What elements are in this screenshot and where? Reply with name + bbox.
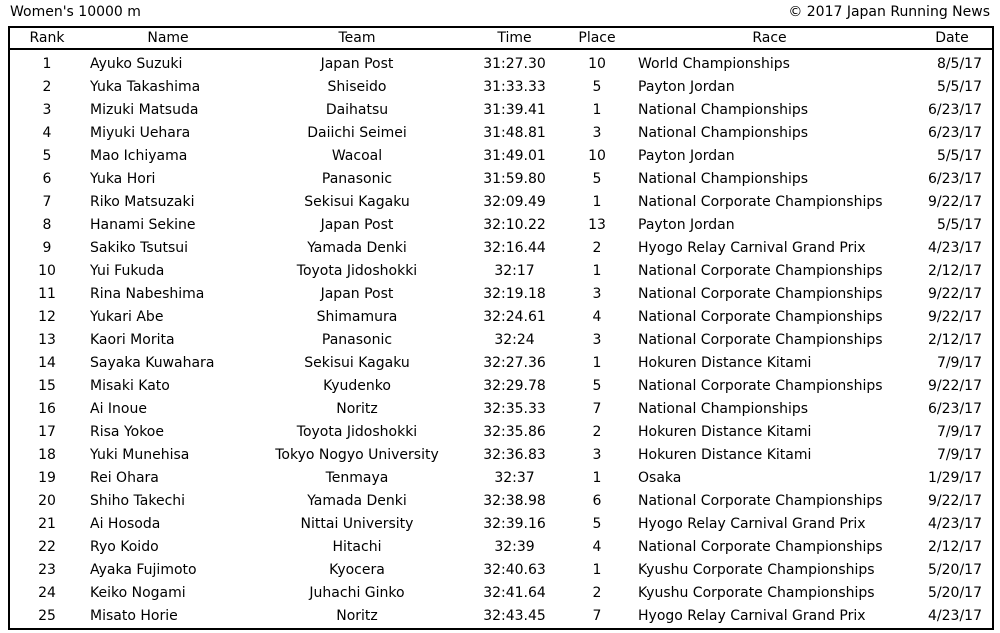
cell-name: Risa Yokoe xyxy=(90,423,164,440)
cell-time: 32:41.64 xyxy=(483,584,546,601)
cell-team: Sekisui Kagaku xyxy=(304,354,410,371)
cell-time: 31:48.81 xyxy=(483,124,546,141)
cell-team: Japan Post xyxy=(320,55,394,72)
cell-date: 5/5/17 xyxy=(936,147,982,164)
table-row xyxy=(10,98,992,121)
cell-team: Shimamura xyxy=(316,308,398,325)
cell-team: Sekisui Kagaku xyxy=(304,193,410,210)
table-row xyxy=(10,121,992,144)
cell-team: Yamada Denki xyxy=(307,239,407,256)
cell-race: Hokuren Distance Kitami xyxy=(638,423,812,440)
cell-race: National Corporate Championships xyxy=(638,492,883,509)
cell-time: 32:24 xyxy=(494,331,535,348)
cell-race: Kyushu Corporate Championships xyxy=(638,561,875,578)
cell-name: Riko Matsuzaki xyxy=(90,193,195,210)
cell-rank: 3 xyxy=(42,101,52,118)
cell-place: 3 xyxy=(592,124,602,141)
cell-time: 32:09.49 xyxy=(483,193,546,210)
cell-race: World Championships xyxy=(638,55,790,72)
cell-rank: 8 xyxy=(42,216,52,233)
cell-name: Yui Fukuda xyxy=(90,262,165,279)
cell-team: Wacoal xyxy=(331,147,383,164)
cell-time: 32:40.63 xyxy=(483,561,546,578)
header-date: Date xyxy=(912,28,992,49)
cell-team: Tenmaya xyxy=(325,469,389,486)
table-row xyxy=(10,144,992,167)
header-team: Team xyxy=(252,28,462,49)
cell-time: 32:10.22 xyxy=(483,216,546,233)
cell-race: National Corporate Championships xyxy=(638,193,883,210)
cell-name: Yukari Abe xyxy=(90,308,164,325)
table-row xyxy=(10,305,992,328)
cell-place: 1 xyxy=(592,561,602,578)
cell-date: 5/20/17 xyxy=(928,584,982,601)
cell-team: Tokyo Nogyo University xyxy=(275,446,439,463)
cell-race: Hokuren Distance Kitami xyxy=(638,354,812,371)
cell-time: 32:36.83 xyxy=(483,446,546,463)
cell-team: Panasonic xyxy=(321,170,393,187)
cell-rank: 17 xyxy=(38,423,56,440)
cell-time: 32:17 xyxy=(494,262,535,279)
cell-place: 4 xyxy=(592,538,602,555)
cell-name: Yuki Munehisa xyxy=(90,446,190,463)
cell-name: Kaori Morita xyxy=(90,331,175,348)
cell-time: 32:39.16 xyxy=(483,515,546,532)
cell-date: 4/23/17 xyxy=(928,607,982,624)
cell-rank: 21 xyxy=(38,515,56,532)
cell-name: Shiho Takechi xyxy=(90,492,186,509)
cell-rank: 19 xyxy=(38,469,56,486)
cell-rank: 2 xyxy=(42,78,52,95)
cell-team: Juhachi Ginko xyxy=(309,584,405,601)
cell-time: 32:24.61 xyxy=(483,308,546,325)
cell-name: Ayuko Suzuki xyxy=(90,55,183,72)
cell-date: 9/22/17 xyxy=(928,193,982,210)
cell-time: 32:29.78 xyxy=(483,377,546,394)
cell-place: 1 xyxy=(592,262,602,279)
table-row xyxy=(10,512,992,535)
cell-rank: 25 xyxy=(38,607,56,624)
table-row xyxy=(10,167,992,190)
cell-date: 6/23/17 xyxy=(928,170,982,187)
cell-name: Misato Horie xyxy=(90,607,178,624)
cell-time: 32:27.36 xyxy=(483,354,546,371)
cell-name: Keiko Nogami xyxy=(90,584,186,601)
cell-place: 10 xyxy=(588,147,606,164)
cell-rank: 22 xyxy=(38,538,56,555)
cell-rank: 13 xyxy=(38,331,56,348)
table-row xyxy=(10,466,992,489)
table-row xyxy=(10,213,992,236)
cell-race: Hokuren Distance Kitami xyxy=(638,446,812,463)
cell-name: Hanami Sekine xyxy=(90,216,196,233)
table-row xyxy=(10,443,992,466)
cell-time: 31:39.41 xyxy=(483,101,546,118)
cell-time: 32:39 xyxy=(494,538,535,555)
cell-team: Hitachi xyxy=(332,538,382,555)
cell-place: 1 xyxy=(592,193,602,210)
cell-race: Kyushu Corporate Championships xyxy=(638,584,875,601)
cell-rank: 7 xyxy=(42,193,52,210)
cell-date: 4/23/17 xyxy=(928,239,982,256)
cell-rank: 11 xyxy=(38,285,56,302)
cell-place: 4 xyxy=(592,308,602,325)
cell-date: 9/22/17 xyxy=(928,308,982,325)
cell-time: 31:33.33 xyxy=(483,78,546,95)
cell-place: 1 xyxy=(592,101,602,118)
cell-name: Ryo Koido xyxy=(90,538,159,555)
cell-place: 2 xyxy=(592,584,602,601)
cell-rank: 23 xyxy=(38,561,56,578)
table-row xyxy=(10,489,992,512)
cell-race: National Championships xyxy=(638,124,809,141)
cell-name: Yuka Takashima xyxy=(90,78,201,95)
table-row xyxy=(10,190,992,213)
cell-team: Shiseido xyxy=(327,78,387,95)
table-row xyxy=(10,581,992,604)
cell-date: 6/23/17 xyxy=(928,101,982,118)
cell-time: 32:16.44 xyxy=(483,239,546,256)
cell-date: 5/20/17 xyxy=(928,561,982,578)
cell-date: 2/12/17 xyxy=(928,538,982,555)
cell-time: 32:19.18 xyxy=(483,285,546,302)
cell-time: 31:49.01 xyxy=(483,147,546,164)
cell-date: 4/23/17 xyxy=(928,515,982,532)
cell-rank: 5 xyxy=(42,147,52,164)
cell-date: 6/23/17 xyxy=(928,400,982,417)
cell-place: 3 xyxy=(592,331,602,348)
cell-rank: 12 xyxy=(38,308,56,325)
cell-place: 13 xyxy=(588,216,606,233)
cell-place: 3 xyxy=(592,285,602,302)
cell-race: Hyogo Relay Carnival Grand Prix xyxy=(638,515,866,532)
cell-rank: 15 xyxy=(38,377,56,394)
cell-time: 31:59.80 xyxy=(483,170,546,187)
cell-race: Hyogo Relay Carnival Grand Prix xyxy=(638,607,866,624)
cell-rank: 24 xyxy=(38,584,56,601)
cell-team: Panasonic xyxy=(321,331,393,348)
table-row xyxy=(10,236,992,259)
cell-name: Rei Ohara xyxy=(90,469,159,486)
cell-race: National Corporate Championships xyxy=(638,331,883,348)
cell-rank: 4 xyxy=(42,124,52,141)
header-row xyxy=(10,28,992,49)
cell-name: Misaki Kato xyxy=(90,377,170,394)
cell-place: 10 xyxy=(588,55,606,72)
table-row xyxy=(10,328,992,351)
cell-place: 5 xyxy=(592,377,602,394)
cell-race: Hyogo Relay Carnival Grand Prix xyxy=(638,239,866,256)
cell-name: Mao Ichiyama xyxy=(90,147,188,164)
cell-place: 1 xyxy=(592,469,602,486)
table-row xyxy=(10,282,992,305)
cell-place: 7 xyxy=(592,400,602,417)
cell-team: Daiichi Seimei xyxy=(307,124,407,141)
cell-time: 32:35.86 xyxy=(483,423,546,440)
cell-date: 6/23/17 xyxy=(928,124,982,141)
cell-place: 5 xyxy=(592,515,602,532)
cell-place: 6 xyxy=(592,492,602,509)
cell-team: Kyocera xyxy=(329,561,385,578)
table-row xyxy=(10,420,992,443)
cell-place: 5 xyxy=(592,78,602,95)
table-row xyxy=(10,558,992,581)
cell-rank: 6 xyxy=(42,170,52,187)
cell-date: 7/9/17 xyxy=(936,354,982,371)
cell-team: Kyudenko xyxy=(323,377,391,394)
table-row xyxy=(10,259,992,282)
cell-rank: 14 xyxy=(38,354,56,371)
cell-name: Ai Hosoda xyxy=(90,515,161,532)
cell-place: 2 xyxy=(592,423,602,440)
cell-race: Payton Jordan xyxy=(638,78,735,95)
cell-time: 31:27.30 xyxy=(483,55,546,72)
header-time: Time xyxy=(462,28,567,49)
table-row xyxy=(10,49,992,75)
table-row xyxy=(10,75,992,98)
cell-name: Miyuki Uehara xyxy=(90,124,191,141)
header-place: Place xyxy=(567,28,627,49)
cell-date: 9/22/17 xyxy=(928,377,982,394)
cell-team: Toyota Jidoshokki xyxy=(296,423,418,440)
cell-race: National Corporate Championships xyxy=(638,285,883,302)
cell-time: 32:37 xyxy=(494,469,535,486)
cell-race: National Corporate Championships xyxy=(638,262,883,279)
cell-rank: 10 xyxy=(38,262,56,279)
table-title: Women's 10000 m xyxy=(10,4,141,20)
cell-race: National Corporate Championships xyxy=(638,308,883,325)
cell-date: 7/9/17 xyxy=(936,446,982,463)
cell-team: Toyota Jidoshokki xyxy=(296,262,418,279)
cell-team: Noritz xyxy=(336,607,378,624)
cell-name: Sayaka Kuwahara xyxy=(90,354,215,371)
cell-race: Osaka xyxy=(638,469,682,486)
cell-date: 2/12/17 xyxy=(928,331,982,348)
cell-team: Daihatsu xyxy=(325,101,389,118)
cell-race: National Corporate Championships xyxy=(638,377,883,394)
cell-place: 5 xyxy=(592,170,602,187)
cell-place: 7 xyxy=(592,607,602,624)
cell-name: Ayaka Fujimoto xyxy=(90,561,197,578)
header-race: Race xyxy=(627,28,912,49)
cell-name: Rina Nabeshima xyxy=(90,285,205,302)
cell-name: Sakiko Tsutsui xyxy=(90,239,189,256)
cell-place: 2 xyxy=(592,239,602,256)
header-name: Name xyxy=(84,28,252,49)
cell-place: 1 xyxy=(592,354,602,371)
cell-rank: 20 xyxy=(38,492,56,509)
cell-team: Japan Post xyxy=(320,285,394,302)
cell-date: 9/22/17 xyxy=(928,285,982,302)
cell-team: Noritz xyxy=(336,400,378,417)
cell-date: 5/5/17 xyxy=(936,78,982,95)
cell-rank: 9 xyxy=(42,239,52,256)
cell-race: National Corporate Championships xyxy=(638,538,883,555)
header-rank: Rank xyxy=(10,28,84,49)
copyright: © 2017 Japan Running News xyxy=(788,4,990,20)
table-row xyxy=(10,535,992,558)
cell-name: Yuka Hori xyxy=(90,170,156,187)
cell-rank: 16 xyxy=(38,400,56,417)
cell-rank: 18 xyxy=(38,446,56,463)
cell-time: 32:35.33 xyxy=(483,400,546,417)
cell-date: 1/29/17 xyxy=(928,469,982,486)
results-table-frame xyxy=(8,26,994,630)
table-row xyxy=(10,604,992,627)
cell-race: Payton Jordan xyxy=(638,147,735,164)
cell-name: Mizuki Matsuda xyxy=(90,101,199,118)
cell-race: National Championships xyxy=(638,170,809,187)
cell-time: 32:38.98 xyxy=(483,492,546,509)
results-table xyxy=(10,28,992,627)
cell-date: 7/9/17 xyxy=(936,423,982,440)
cell-race: National Championships xyxy=(638,101,809,118)
cell-date: 8/5/17 xyxy=(936,55,982,72)
cell-place: 3 xyxy=(592,446,602,463)
cell-team: Nittai University xyxy=(300,515,414,532)
cell-time: 32:43.45 xyxy=(483,607,546,624)
table-row xyxy=(10,374,992,397)
cell-name: Ai Inoue xyxy=(90,400,147,417)
cell-team: Yamada Denki xyxy=(307,492,407,509)
cell-date: 5/5/17 xyxy=(936,216,982,233)
cell-date: 2/12/17 xyxy=(928,262,982,279)
cell-team: Japan Post xyxy=(320,216,394,233)
table-row xyxy=(10,397,992,420)
cell-race: National Championships xyxy=(638,400,809,417)
cell-rank: 1 xyxy=(42,55,52,72)
cell-date: 9/22/17 xyxy=(928,492,982,509)
cell-race: Payton Jordan xyxy=(638,216,735,233)
table-row xyxy=(10,351,992,374)
